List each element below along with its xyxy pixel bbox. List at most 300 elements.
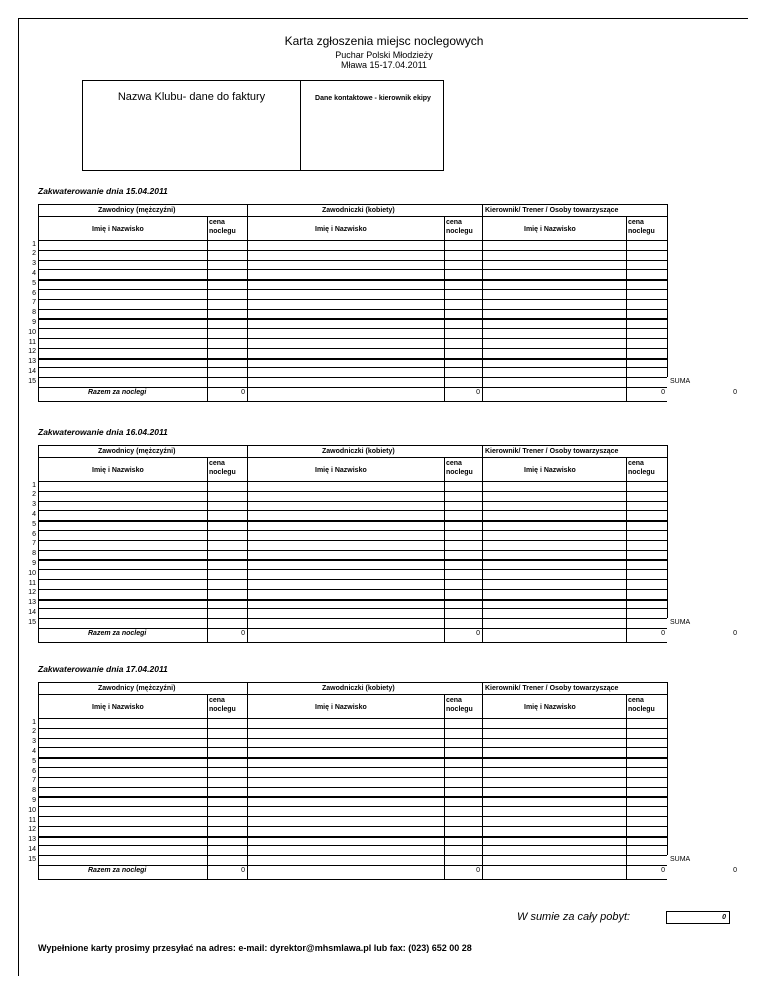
men-price-cell[interactable] [208, 758, 246, 766]
women-name-cell[interactable] [248, 511, 443, 519]
contact-label: Dane kontaktowe - kierownik ekipy [315, 95, 431, 102]
men-name-cell[interactable] [39, 778, 206, 786]
staff-price-cell[interactable] [627, 502, 666, 510]
staff-name-cell[interactable] [483, 590, 625, 598]
staff-name-cell[interactable] [483, 856, 625, 864]
women-price-cell[interactable] [445, 280, 481, 288]
women-name-cell[interactable] [248, 788, 443, 796]
staff-price-cell[interactable] [627, 768, 666, 776]
men-price-cell[interactable] [208, 492, 246, 500]
women-price-cell[interactable] [445, 570, 481, 578]
men-name-cell[interactable] [39, 590, 206, 598]
men-price-cell[interactable] [208, 270, 246, 278]
staff-name-cell[interactable] [483, 580, 625, 588]
women-name-cell[interactable] [248, 846, 443, 854]
men-name-cell[interactable] [39, 729, 206, 737]
men-price-cell[interactable] [208, 502, 246, 510]
men-price-cell[interactable] [208, 378, 246, 386]
men-price-cell[interactable] [208, 482, 246, 490]
men-price-cell[interactable] [208, 511, 246, 519]
men-name-cell[interactable] [39, 359, 206, 367]
women-price-cell[interactable] [445, 748, 481, 756]
men-name-cell[interactable] [39, 580, 206, 588]
women-name-cell[interactable] [248, 827, 443, 835]
women-name-cell[interactable] [248, 280, 443, 288]
men-price-cell[interactable] [208, 329, 246, 337]
women-name-cell[interactable] [248, 521, 443, 529]
men-name-cell[interactable] [39, 560, 206, 568]
women-price-header-line2: noclegu [446, 706, 473, 713]
event-place-date: Mława 15-17.04.2011 [341, 60, 427, 70]
staff-price-cell[interactable] [627, 729, 666, 737]
row-number: 4 [32, 510, 36, 518]
staff-price-cell[interactable] [627, 788, 666, 796]
staff-name-cell[interactable] [483, 778, 625, 786]
women-name-cell[interactable] [248, 600, 443, 608]
women-name-cell[interactable] [248, 329, 443, 337]
men-name-cell[interactable] [39, 349, 206, 357]
table-bottom-rule [38, 642, 667, 643]
women-price-cell[interactable] [445, 788, 481, 796]
women-price-cell[interactable] [445, 261, 481, 269]
staff-name-cell[interactable] [483, 482, 625, 490]
men-price-header [209, 218, 236, 236]
men-price-cell[interactable] [208, 719, 246, 727]
women-price-cell[interactable] [445, 492, 481, 500]
staff-price-cell[interactable] [627, 339, 666, 347]
women-total: 0 [476, 630, 480, 637]
women-name-cell[interactable] [248, 290, 443, 298]
women-name-cell[interactable] [248, 531, 443, 539]
women-name-cell[interactable] [248, 319, 443, 327]
women-price-cell[interactable] [445, 797, 481, 805]
men-name-cell[interactable] [39, 368, 206, 376]
staff-name-cell[interactable] [483, 719, 625, 727]
staff-name-cell[interactable] [483, 748, 625, 756]
staff-price-cell[interactable] [627, 758, 666, 766]
men-name-cell[interactable] [39, 251, 206, 259]
row-number: 15 [28, 618, 36, 626]
row-number: 14 [28, 367, 36, 375]
men-price-cell[interactable] [208, 359, 246, 367]
men-name-cell[interactable] [39, 482, 206, 490]
men-name-cell[interactable] [39, 827, 206, 835]
women-name-cell[interactable] [248, 817, 443, 825]
women-price-cell[interactable] [445, 590, 481, 598]
women-name-cell[interactable] [248, 349, 443, 357]
women-price-cell[interactable] [445, 817, 481, 825]
women-total: 0 [476, 389, 480, 396]
women-price-cell[interactable] [445, 310, 481, 318]
women-name-cell[interactable] [248, 551, 443, 559]
women-name-cell[interactable] [248, 580, 443, 588]
women-price-cell[interactable] [445, 827, 481, 835]
women-name-cell[interactable] [248, 270, 443, 278]
men-price-cell[interactable] [208, 827, 246, 835]
men-price-cell[interactable] [208, 261, 246, 269]
staff-name-cell[interactable] [483, 531, 625, 539]
men-price-cell[interactable] [208, 817, 246, 825]
men-name-cell[interactable] [39, 241, 206, 249]
staff-price-cell[interactable] [627, 778, 666, 786]
staff-price-cell[interactable] [627, 349, 666, 357]
women-price-cell[interactable] [445, 319, 481, 327]
women-price-cell[interactable] [445, 251, 481, 259]
staff-name-cell[interactable] [483, 837, 625, 845]
men-price-cell[interactable] [208, 290, 246, 298]
women-price-cell[interactable] [445, 846, 481, 854]
staff-name-cell[interactable] [483, 560, 625, 568]
row-number: 14 [28, 845, 36, 853]
staff-name-cell[interactable] [483, 290, 625, 298]
women-name-cell[interactable] [248, 748, 443, 756]
men-name-cell[interactable] [39, 797, 206, 805]
men-name-cell[interactable] [39, 502, 206, 510]
women-price-cell[interactable] [445, 368, 481, 376]
men-price-cell[interactable] [208, 300, 246, 308]
women-name-cell[interactable] [248, 339, 443, 347]
staff-price-cell[interactable] [627, 511, 666, 519]
women-price-cell[interactable] [445, 349, 481, 357]
staff-price-cell[interactable] [627, 531, 666, 539]
men-name-cell[interactable] [39, 817, 206, 825]
women-price-cell[interactable] [445, 856, 481, 864]
staff-name-cell[interactable] [483, 378, 625, 386]
men-price-cell[interactable] [208, 570, 246, 578]
men-name-cell[interactable] [39, 788, 206, 796]
staff-price-cell[interactable] [627, 846, 666, 854]
men-name-cell[interactable] [39, 551, 206, 559]
row-number: 11 [28, 338, 36, 346]
women-name-cell[interactable] [248, 590, 443, 598]
table-bottom-rule [38, 401, 667, 402]
men-price-cell[interactable] [208, 778, 246, 786]
men-price-cell[interactable] [208, 531, 246, 539]
staff-name-cell[interactable] [483, 619, 625, 627]
women-name-cell[interactable] [248, 241, 443, 249]
men-name-cell[interactable] [39, 807, 206, 815]
men-name-cell[interactable] [39, 531, 206, 539]
staff-price-cell[interactable] [627, 329, 666, 337]
row-number: 6 [32, 289, 36, 297]
total-row-label: Razem za noclegi [88, 867, 147, 874]
staff-name-cell[interactable] [483, 349, 625, 357]
women-price-cell[interactable] [445, 719, 481, 727]
women-price-cell[interactable] [445, 560, 481, 568]
men-price-cell[interactable] [208, 797, 246, 805]
men-price-cell[interactable] [208, 310, 246, 318]
men-name-cell[interactable] [39, 521, 206, 529]
staff-name-cell[interactable] [483, 788, 625, 796]
men-price-cell[interactable] [208, 748, 246, 756]
staff-price-cell[interactable] [627, 541, 666, 549]
men-price-cell[interactable] [208, 807, 246, 815]
men-price-cell[interactable] [208, 349, 246, 357]
women-name-cell[interactable] [248, 758, 443, 766]
row-number: 2 [32, 491, 36, 499]
women-price-cell[interactable] [445, 739, 481, 747]
staff-price-cell[interactable] [627, 378, 666, 386]
men-name-cell[interactable] [39, 748, 206, 756]
row-number: 8 [32, 787, 36, 795]
staff-name-cell[interactable] [483, 609, 625, 617]
men-name-cell[interactable] [39, 768, 206, 776]
women-price-cell[interactable] [445, 241, 481, 249]
men-price-cell[interactable] [208, 251, 246, 259]
staff-name-cell[interactable] [483, 600, 625, 608]
staff-name-cell[interactable] [483, 329, 625, 337]
staff-price-cell[interactable] [627, 521, 666, 529]
women-price-cell[interactable] [445, 359, 481, 367]
women-name-cell[interactable] [248, 378, 443, 386]
men-name-cell[interactable] [39, 856, 206, 864]
men-name-cell[interactable] [39, 310, 206, 318]
staff-price-cell[interactable] [627, 856, 666, 864]
women-price-cell[interactable] [445, 531, 481, 539]
women-name-cell[interactable] [248, 837, 443, 845]
women-name-cell[interactable] [248, 729, 443, 737]
men-price-cell[interactable] [208, 368, 246, 376]
staff-name-cell[interactable] [483, 310, 625, 318]
staff-price-cell[interactable] [627, 300, 666, 308]
men-name-cell[interactable] [39, 270, 206, 278]
staff-price-cell[interactable] [627, 290, 666, 298]
men-name-cell[interactable] [39, 300, 206, 308]
men-name-cell[interactable] [39, 329, 206, 337]
staff-price-cell[interactable] [627, 600, 666, 608]
staff-price-cell[interactable] [627, 590, 666, 598]
women-name-cell[interactable] [248, 359, 443, 367]
staff-price-cell[interactable] [627, 580, 666, 588]
men-name-cell[interactable] [39, 609, 206, 617]
women-price-cell[interactable] [445, 378, 481, 386]
section-title: Zakwaterowanie dnia 16.04.2011 [38, 427, 168, 437]
women-name-cell[interactable] [248, 502, 443, 510]
men-price-cell[interactable] [208, 580, 246, 588]
men-price-cell[interactable] [208, 600, 246, 608]
staff-name-cell[interactable] [483, 827, 625, 835]
men-price-cell[interactable] [208, 609, 246, 617]
staff-price-cell[interactable] [627, 619, 666, 627]
women-price-cell[interactable] [445, 768, 481, 776]
women-name-cell[interactable] [248, 482, 443, 490]
men-price-cell[interactable] [208, 768, 246, 776]
staff-name-cell[interactable] [483, 502, 625, 510]
staff-group-header: Kierownik/ Trener / Osoby towarzyszące [485, 207, 619, 214]
men-name-cell[interactable] [39, 319, 206, 327]
staff-name-cell[interactable] [483, 729, 625, 737]
staff-price-cell[interactable] [627, 251, 666, 259]
staff-name-cell[interactable] [483, 300, 625, 308]
men-name-cell[interactable] [39, 719, 206, 727]
staff-name-cell[interactable] [483, 368, 625, 376]
women-name-cell[interactable] [248, 261, 443, 269]
men-price-cell[interactable] [208, 551, 246, 559]
men-name-cell[interactable] [39, 600, 206, 608]
staff-name-cell[interactable] [483, 521, 625, 529]
men-name-cell[interactable] [39, 739, 206, 747]
staff-price-cell[interactable] [627, 280, 666, 288]
women-name-cell[interactable] [248, 300, 443, 308]
women-name-cell[interactable] [248, 856, 443, 864]
men-price-cell[interactable] [208, 837, 246, 845]
men-name-cell[interactable] [39, 492, 206, 500]
men-price-cell[interactable] [208, 729, 246, 737]
women-price-header [446, 218, 473, 236]
men-name-cell[interactable] [39, 846, 206, 854]
staff-name-cell[interactable] [483, 541, 625, 549]
women-name-cell[interactable] [248, 619, 443, 627]
staff-price-cell[interactable] [627, 748, 666, 756]
women-name-cell[interactable] [248, 807, 443, 815]
row-number: 1 [32, 718, 36, 726]
women-price-cell[interactable] [445, 482, 481, 490]
staff-name-cell[interactable] [483, 551, 625, 559]
women-name-cell[interactable] [248, 368, 443, 376]
men-name-cell[interactable] [39, 837, 206, 845]
staff-name-cell[interactable] [483, 807, 625, 815]
men-name-cell[interactable] [39, 511, 206, 519]
women-price-cell[interactable] [445, 837, 481, 845]
men-price-cell[interactable] [208, 590, 246, 598]
women-name-cell[interactable] [248, 541, 443, 549]
women-name-cell[interactable] [248, 492, 443, 500]
men-price-cell[interactable] [208, 739, 246, 747]
staff-name-cell[interactable] [483, 270, 625, 278]
women-price-cell[interactable] [445, 300, 481, 308]
women-price-cell[interactable] [445, 807, 481, 815]
staff-price-cell[interactable] [627, 807, 666, 815]
women-price-cell[interactable] [445, 290, 481, 298]
table-row-rule [38, 628, 667, 629]
women-price-cell[interactable] [445, 551, 481, 559]
women-price-cell[interactable] [445, 609, 481, 617]
row-number: 11 [28, 579, 36, 587]
women-name-cell[interactable] [248, 778, 443, 786]
staff-name-cell[interactable] [483, 739, 625, 747]
women-price-cell[interactable] [445, 511, 481, 519]
staff-price-cell[interactable] [627, 560, 666, 568]
men-price-cell[interactable] [208, 560, 246, 568]
staff-name-cell[interactable] [483, 846, 625, 854]
staff-price-cell[interactable] [627, 319, 666, 327]
women-price-cell[interactable] [445, 600, 481, 608]
women-price-cell[interactable] [445, 580, 481, 588]
row-number: 10 [28, 806, 36, 814]
women-name-cell[interactable] [248, 739, 443, 747]
staff-price-cell[interactable] [627, 368, 666, 376]
men-price-cell[interactable] [208, 856, 246, 864]
staff-price-cell[interactable] [627, 492, 666, 500]
staff-name-cell[interactable] [483, 319, 625, 327]
staff-price-cell[interactable] [627, 270, 666, 278]
women-price-cell[interactable] [445, 270, 481, 278]
row-number: 3 [32, 260, 36, 268]
staff-name-cell[interactable] [483, 492, 625, 500]
men-name-cell[interactable] [39, 541, 206, 549]
staff-price-cell[interactable] [627, 551, 666, 559]
staff-price-cell[interactable] [627, 797, 666, 805]
men-name-cell[interactable] [39, 261, 206, 269]
women-price-cell[interactable] [445, 729, 481, 737]
women-name-cell[interactable] [248, 768, 443, 776]
women-price-cell[interactable] [445, 329, 481, 337]
staff-name-cell[interactable] [483, 817, 625, 825]
women-price-header-line2: noclegu [446, 469, 473, 476]
women-price-cell[interactable] [445, 778, 481, 786]
staff-name-cell[interactable] [483, 511, 625, 519]
men-name-cell[interactable] [39, 339, 206, 347]
men-price-cell[interactable] [208, 241, 246, 249]
men-price-cell[interactable] [208, 846, 246, 854]
staff-name-cell[interactable] [483, 280, 625, 288]
men-name-cell[interactable] [39, 290, 206, 298]
staff-price-cell[interactable] [627, 837, 666, 845]
men-price-cell[interactable] [208, 619, 246, 627]
women-price-cell[interactable] [445, 502, 481, 510]
men-name-cell[interactable] [39, 378, 206, 386]
staff-name-cell[interactable] [483, 251, 625, 259]
staff-price-cell[interactable] [627, 359, 666, 367]
men-name-cell[interactable] [39, 570, 206, 578]
men-price-cell[interactable] [208, 788, 246, 796]
women-price-cell[interactable] [445, 541, 481, 549]
staff-price-cell[interactable] [627, 827, 666, 835]
women-name-cell[interactable] [248, 609, 443, 617]
staff-name-cell[interactable] [483, 241, 625, 249]
staff-price-cell[interactable] [627, 241, 666, 249]
staff-price-cell[interactable] [627, 310, 666, 318]
staff-name-cell[interactable] [483, 359, 625, 367]
staff-name-cell[interactable] [483, 339, 625, 347]
women-price-cell[interactable] [445, 619, 481, 627]
men-name-cell[interactable] [39, 619, 206, 627]
staff-price-cell[interactable] [627, 719, 666, 727]
women-price-cell[interactable] [445, 339, 481, 347]
women-name-cell[interactable] [248, 797, 443, 805]
men-price-cell[interactable] [208, 319, 246, 327]
staff-price-cell[interactable] [627, 261, 666, 269]
men-price-cell[interactable] [208, 541, 246, 549]
women-name-cell[interactable] [248, 310, 443, 318]
women-price-cell[interactable] [445, 758, 481, 766]
staff-name-cell[interactable] [483, 768, 625, 776]
row-number: 6 [32, 767, 36, 775]
staff-price-cell[interactable] [627, 570, 666, 578]
women-name-cell[interactable] [248, 251, 443, 259]
men-price-cell[interactable] [208, 280, 246, 288]
men-name-cell[interactable] [39, 758, 206, 766]
men-price-cell[interactable] [208, 521, 246, 529]
women-price-cell[interactable] [445, 521, 481, 529]
women-name-cell[interactable] [248, 719, 443, 727]
staff-name-cell[interactable] [483, 758, 625, 766]
footer-instructions: Wypełnione karty prosimy przesyłać na adres: e-mail: dyrektor@mhsmlawa.pl lub fax: (023) 652 00 28 [38, 943, 472, 953]
row-number: 13 [28, 836, 36, 844]
staff-price-cell[interactable] [627, 482, 666, 490]
women-name-cell[interactable] [248, 570, 443, 578]
women-price-header-line1: cena [446, 460, 462, 467]
staff-price-cell[interactable] [627, 609, 666, 617]
staff-price-cell[interactable] [627, 817, 666, 825]
men-price-cell[interactable] [208, 339, 246, 347]
staff-name-cell[interactable] [483, 797, 625, 805]
men-name-cell[interactable] [39, 280, 206, 288]
staff-price-cell[interactable] [627, 739, 666, 747]
staff-name-cell[interactable] [483, 570, 625, 578]
women-name-cell[interactable] [248, 560, 443, 568]
staff-name-cell[interactable] [483, 261, 625, 269]
